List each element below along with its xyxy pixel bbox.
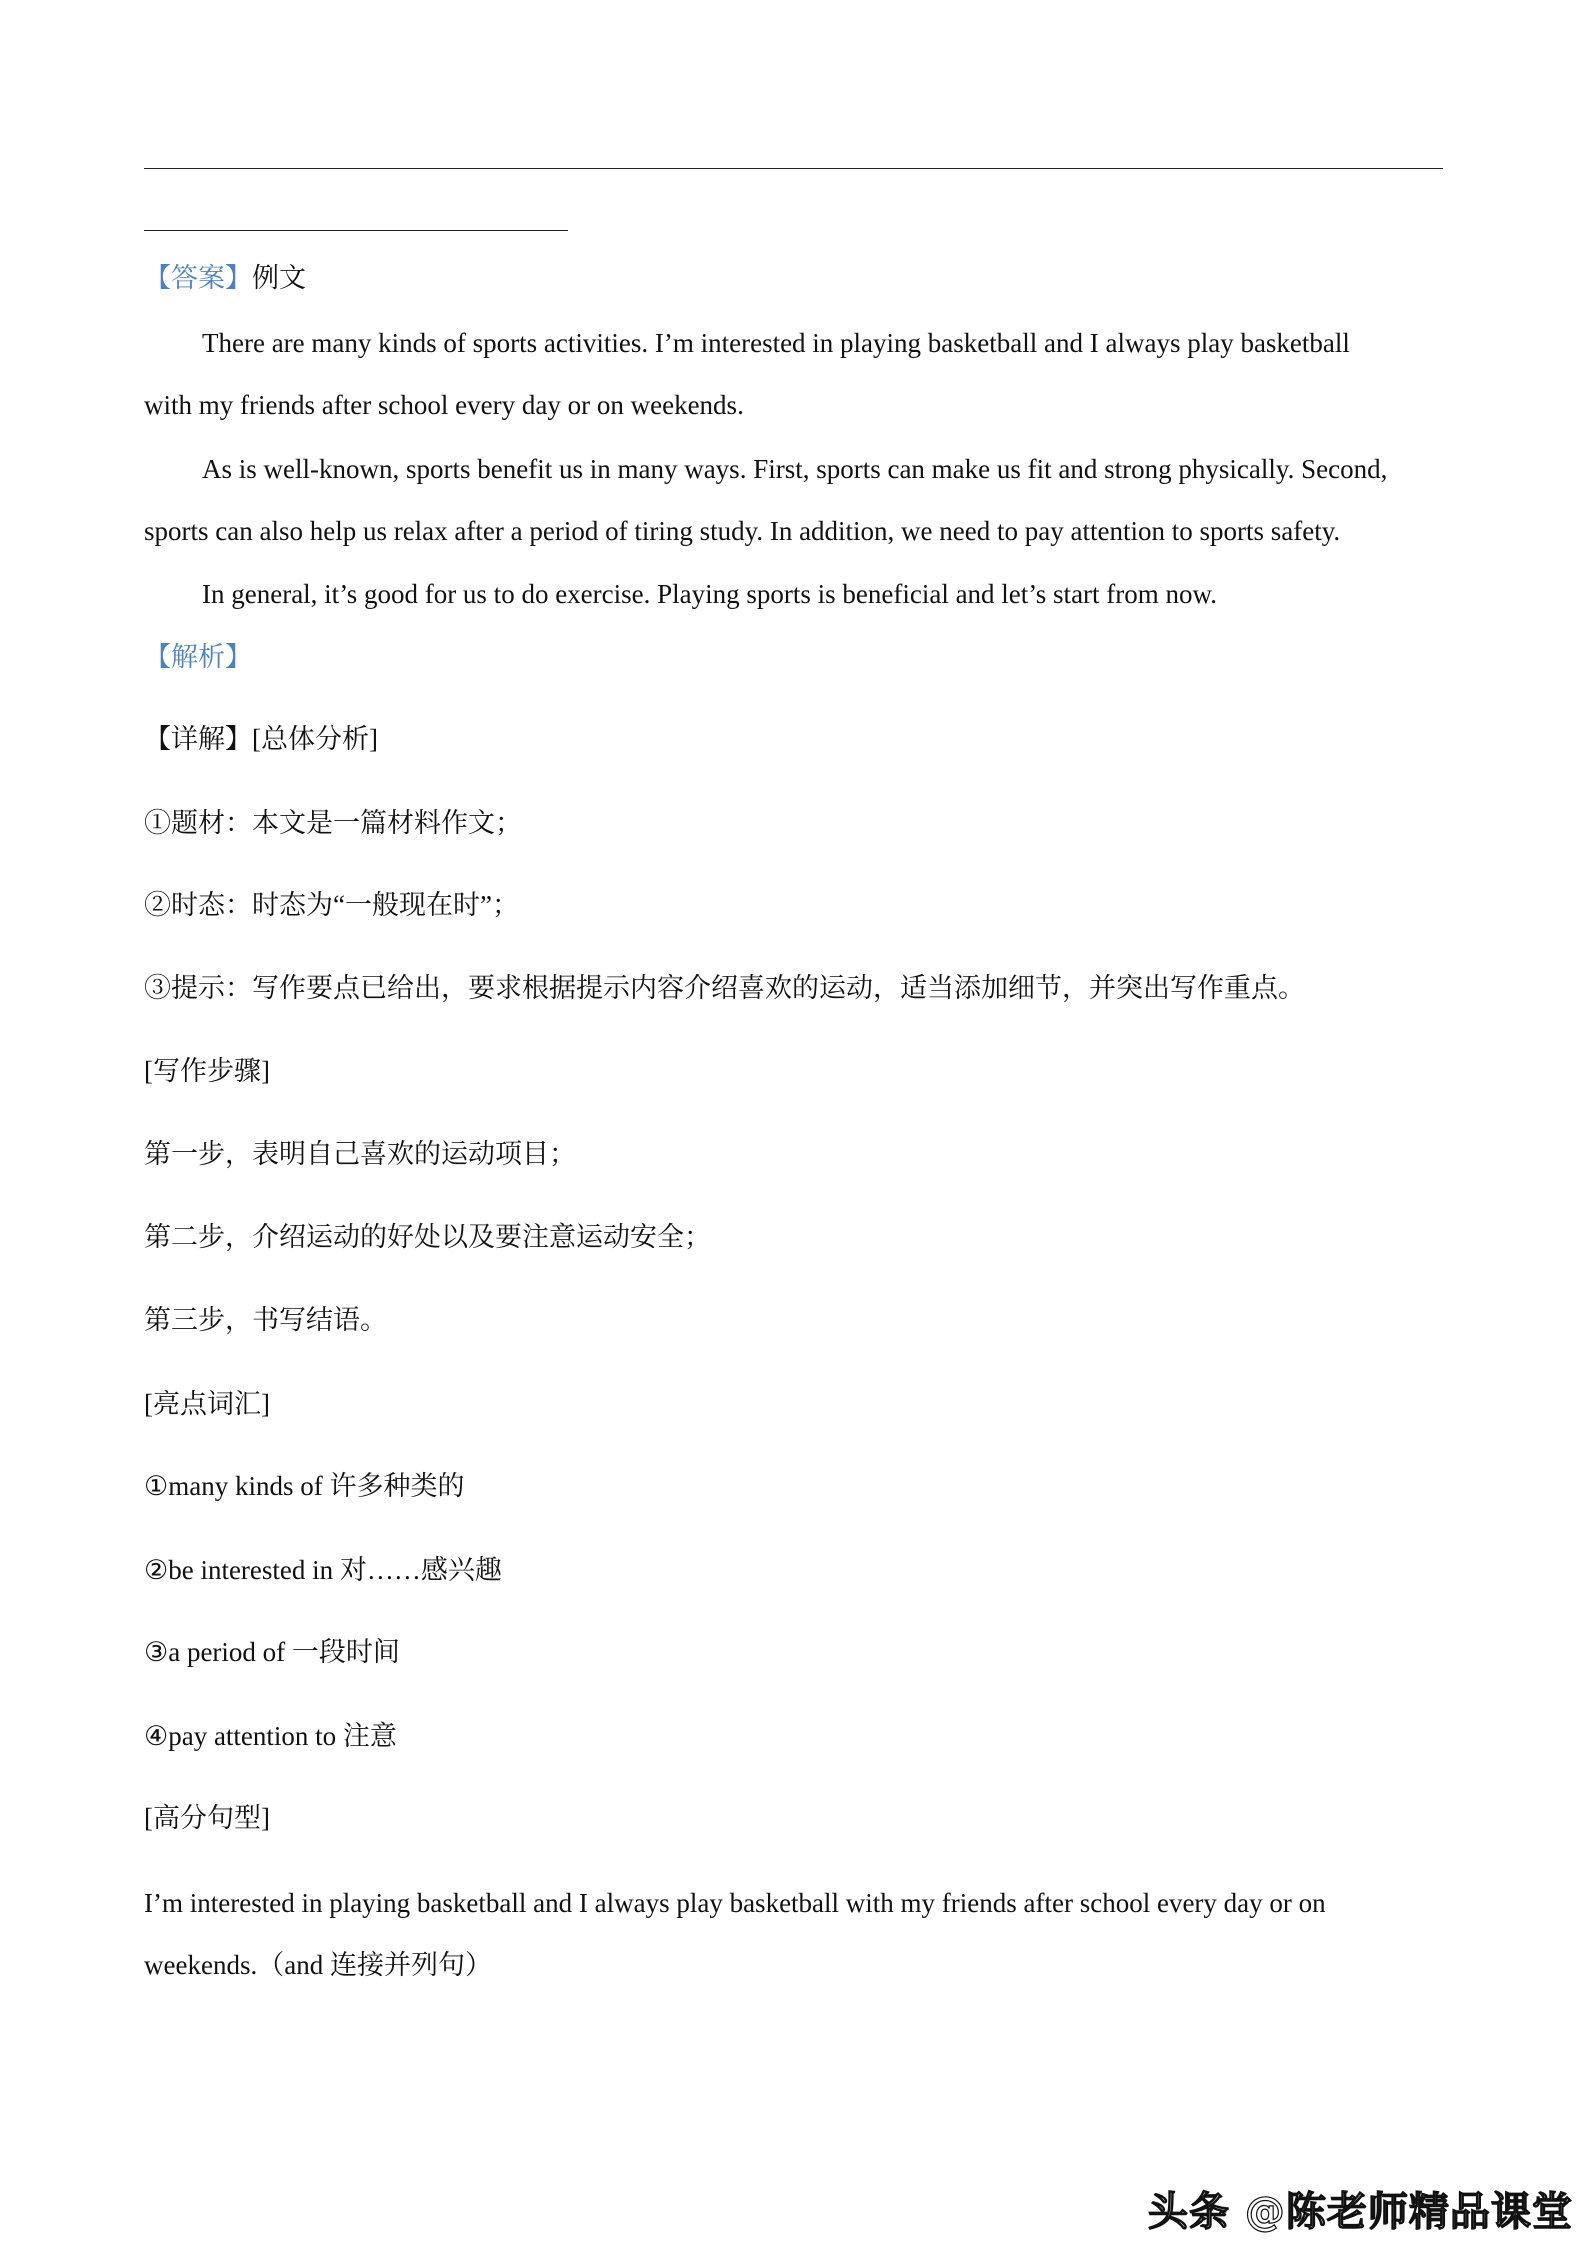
vocab-heading: [亮点词汇] [144, 1389, 270, 1419]
step-item: 第一步，表明自己喜欢的运动项目； [144, 1139, 576, 1169]
essay-line: sports can also help us relax after a period of tiring study. In addition, we need to pay attention to sports safety. [144, 516, 1341, 546]
step-item: 第三步，书写结语。 [144, 1305, 387, 1335]
vocab-item: ④pay attention to 注意 [144, 1721, 397, 1751]
essay-line: There are many kinds of sports activities. I’m interested in playing basketball and I always play basketball [202, 328, 1350, 358]
sentence-heading: [高分句型] [144, 1803, 270, 1833]
steps-heading: [写作步骤] [144, 1056, 270, 1086]
essay-line: In general, it’s good for us to do exercise. Playing sports is beneficial and let’s start from now. [202, 579, 1218, 609]
analysis-label: 【解析】 [144, 642, 252, 672]
answer-label: 【答案】 [144, 263, 252, 293]
watermark: 头条 @陈老师精品课堂 [1148, 2189, 1573, 2235]
vocab-item: ③a period of 一段时间 [144, 1637, 400, 1667]
overview-item: ②时态：时态为“一般现在时”； [144, 890, 519, 920]
answer-blank-line-2 [144, 230, 568, 231]
answer-heading [144, 248, 1444, 308]
vocab-item: ①many kinds of 许多种类的 [144, 1471, 465, 1501]
overview-item: ①题材：本文是一篇材料作文； [144, 808, 522, 838]
sentence-line: weekends.（and 连接并列句） [144, 1950, 492, 1980]
answer-title: 例文 [252, 263, 306, 293]
sentence-line: I’m interested in playing basketball and I always play basketball with my friends after school every day or on [144, 1888, 1326, 1918]
vocab-item: ②be interested in 对……感兴趣 [144, 1555, 502, 1585]
detail-label: 【详解】 [144, 724, 252, 754]
overall-analysis-heading: [总体分析] [252, 724, 378, 754]
detail-heading [144, 709, 1444, 769]
overview-item: ③提示：写作要点已给出，要求根据提示内容介绍喜欢的运动，适当添加细节，并突出写作重点。 [144, 973, 1305, 1003]
step-item: 第二步，介绍运动的好处以及要注意运动安全； [144, 1222, 711, 1252]
answer-blank-line-1 [144, 168, 1443, 169]
essay-line: with my friends after school every day or on weekends. [144, 390, 744, 420]
essay-line: As is well-known, sports benefit us in many ways. First, sports can make us fit and strong physically. Second, [202, 454, 1388, 484]
